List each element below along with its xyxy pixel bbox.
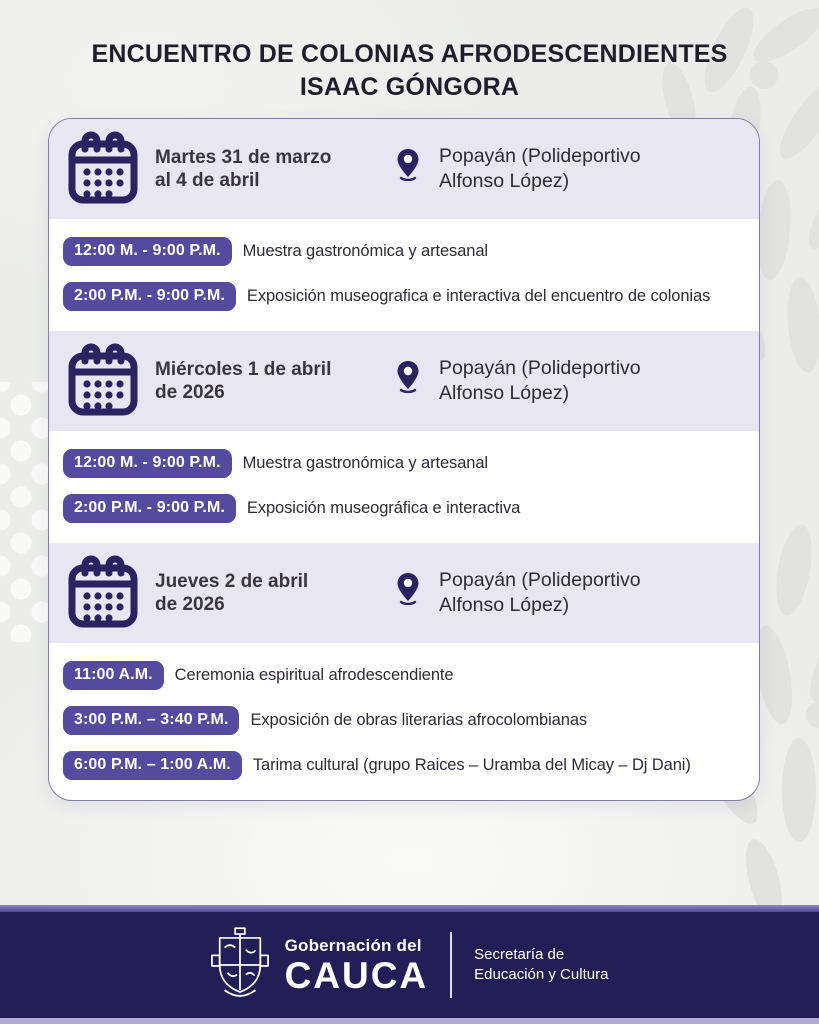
footer-divider [450, 932, 452, 998]
event-label: Muestra gastronómica y artesanal [242, 454, 488, 472]
org-wordmark-top: Gobernación del [284, 935, 422, 955]
calendar-icon [63, 129, 143, 209]
time-badge: 2:00 P.M. - 9:00 P.M. [63, 494, 236, 523]
section-1-location [431, 144, 759, 195]
event-row [63, 704, 745, 737]
event-label: Muestra gastronómica y artesanal [242, 242, 488, 260]
event-label: Exposición museografica e interactiva del encuentro de colonias [246, 287, 711, 305]
location-pin-icon [395, 571, 421, 611]
footer-bottom-stripe [0, 1018, 819, 1024]
calendar-icon [63, 341, 143, 421]
org-wordmark [285, 937, 429, 994]
section-1-header [49, 119, 759, 219]
section-3-location-line2: Alfonso López) [439, 594, 570, 616]
section-2-location-line1: Popayán (Polideportivo [439, 356, 641, 379]
event-row [63, 235, 745, 268]
event-row [63, 749, 745, 782]
section-2-date [155, 358, 395, 404]
section-1-date-line1: Martes 31 de marzo [155, 146, 332, 168]
event-label: Exposición museográfica e interactiva [246, 499, 521, 517]
gobernacion-del-cauca-crest-icon [211, 926, 269, 1004]
section-3-date-line2: de 2026 [155, 594, 225, 615]
time-badge: 3:00 P.M. – 3:40 P.M. [63, 706, 239, 735]
section-2-date-line1: Miércoles 1 de abril [155, 358, 332, 380]
footer-banner [0, 912, 819, 1018]
department-label [474, 945, 608, 986]
section-2-date-line2: de 2026 [155, 382, 225, 403]
section-1-location-line1: Popayán (Polideportivo [439, 144, 641, 167]
event-label: Tarima cultural (grupo Raices – Uramba del Micay – Dj Dani) [252, 756, 691, 774]
event-label: Exposición de obras literarias afrocolombianas [250, 711, 588, 729]
section-3-location-line1: Popayán (Polideportivo [439, 568, 641, 591]
event-row [63, 280, 745, 313]
event-row [63, 659, 745, 692]
page-title-line1: ENCUENTRO DE COLONIAS AFRODESCENDIENTES [91, 40, 728, 68]
schedule-card [48, 118, 760, 801]
department-line1: Secretaría de [474, 945, 565, 963]
org-wordmark-name: CAUCA [284, 954, 429, 996]
footer [0, 905, 819, 1024]
section-3-events [49, 643, 759, 800]
location-pin-icon [395, 359, 421, 399]
event-row [63, 492, 745, 525]
section-1-date [155, 146, 395, 192]
page-title [0, 38, 819, 104]
calendar-icon [63, 553, 143, 633]
section-2-header [49, 331, 759, 431]
section-3-header [49, 543, 759, 643]
footer-top-stripe [0, 905, 819, 912]
section-2-location-line2: Alfonso López) [439, 382, 570, 404]
location-pin-icon [395, 147, 421, 187]
time-badge: 2:00 P.M. - 9:00 P.M. [63, 282, 236, 311]
time-badge: 12:00 M. - 9:00 P.M. [63, 449, 232, 478]
page-title-line2: ISAAC GÓNGORA [299, 73, 520, 101]
section-3-location [431, 568, 759, 619]
department-line2: Educación y Cultura [474, 966, 609, 983]
time-badge: 6:00 P.M. – 1:00 A.M. [63, 751, 242, 780]
event-label: Ceremonia espiritual afrodescendiente [174, 666, 454, 684]
section-2-events [49, 431, 759, 543]
time-badge: 12:00 M. - 9:00 P.M. [63, 237, 232, 266]
event-row [63, 447, 745, 480]
section-3-date-line1: Jueves 2 de abril [155, 570, 309, 592]
section-1-location-line2: Alfonso López) [439, 170, 570, 192]
section-2-location [431, 356, 759, 407]
section-3-date [155, 570, 395, 616]
section-1-date-line2: al 4 de abril [155, 170, 260, 191]
section-1-events [49, 219, 759, 331]
time-badge: 11:00 A.M. [63, 661, 164, 690]
